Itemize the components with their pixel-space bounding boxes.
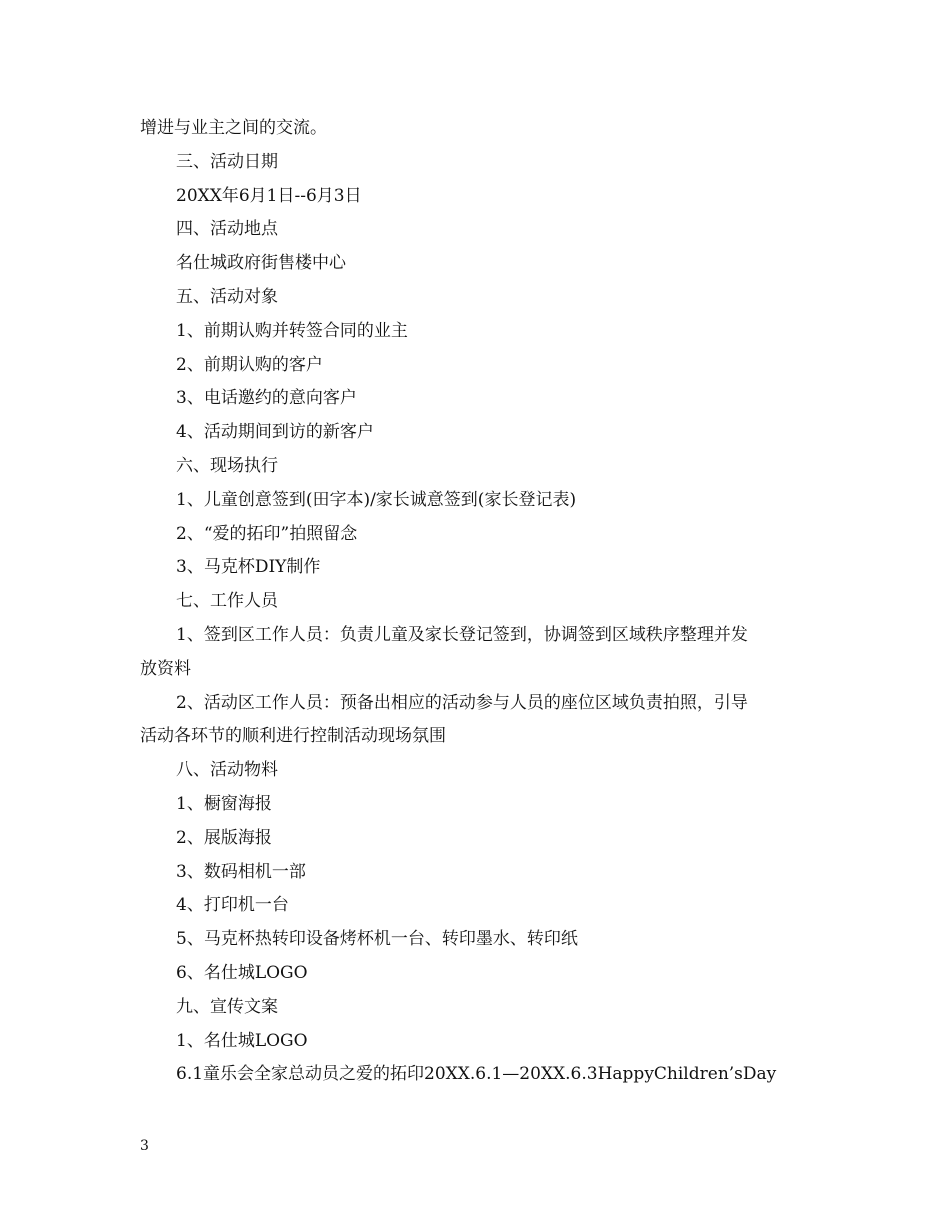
document-body bbox=[140, 112, 812, 1092]
text-line: 六、现场执行 bbox=[176, 455, 278, 476]
text-line: 4、活动期间到访的新客户 bbox=[176, 422, 374, 443]
text-line: 1、前期认购并转签合同的业主 bbox=[176, 320, 408, 341]
text-line: 6.1童乐会全家总动员之爱的拓印20XX.6.1—20XX.6.3HappyChildren’sDay bbox=[176, 1064, 777, 1085]
text-line: 1、儿童创意签到(田字本)/家长诚意签到(家长登记表) bbox=[176, 489, 577, 510]
text-line: 放资料 bbox=[140, 658, 191, 679]
text-line: 九、宣传文案 bbox=[176, 996, 278, 1017]
text-line: 3、电话邀约的意向客户 bbox=[176, 388, 357, 409]
text-line: 八、活动物料 bbox=[176, 760, 278, 781]
text-line: 6、名仕城LOGO bbox=[176, 962, 308, 983]
text-line: 3、数码相机一部 bbox=[176, 861, 306, 882]
text-line: 活动各环节的顺利进行控制活动现场氛围 bbox=[140, 726, 446, 747]
text-line: 三、活动日期 bbox=[176, 151, 278, 172]
page-number: 3 bbox=[140, 1138, 149, 1154]
text-line: 五、活动对象 bbox=[176, 286, 278, 307]
text-line: 1、签到区工作人员：负责儿童及家长登记签到，协调签到区域秩序整理并发 bbox=[176, 624, 748, 645]
text-line: 5、马克杯热转印设备烤杯机一台、转印墨水、转印纸 bbox=[176, 929, 578, 950]
text-line: 七、工作人员 bbox=[176, 591, 278, 612]
text-line: 2、前期认购的客户 bbox=[176, 354, 323, 375]
text-line: 四、活动地点 bbox=[176, 219, 278, 240]
text-line: 3、马克杯DIY制作 bbox=[176, 557, 321, 578]
text-line: 4、打印机一台 bbox=[176, 895, 289, 916]
text-line: 1、橱窗海报 bbox=[176, 793, 272, 814]
text-line: 1、名仕城LOGO bbox=[176, 1030, 308, 1051]
text-line: 2、展版海报 bbox=[176, 827, 272, 848]
text-line: 增进与业主之间的交流。 bbox=[140, 118, 327, 138]
text-line: 名仕城政府街售楼中心 bbox=[176, 253, 346, 274]
text-line: 2、“爱的拓印”拍照留念 bbox=[176, 523, 358, 544]
text-line: 20XX年6月1日--6月3日 bbox=[176, 185, 362, 206]
text-line: 2、活动区工作人员：预备出相应的活动参与人员的座位区域负责拍照，引导 bbox=[176, 692, 748, 713]
